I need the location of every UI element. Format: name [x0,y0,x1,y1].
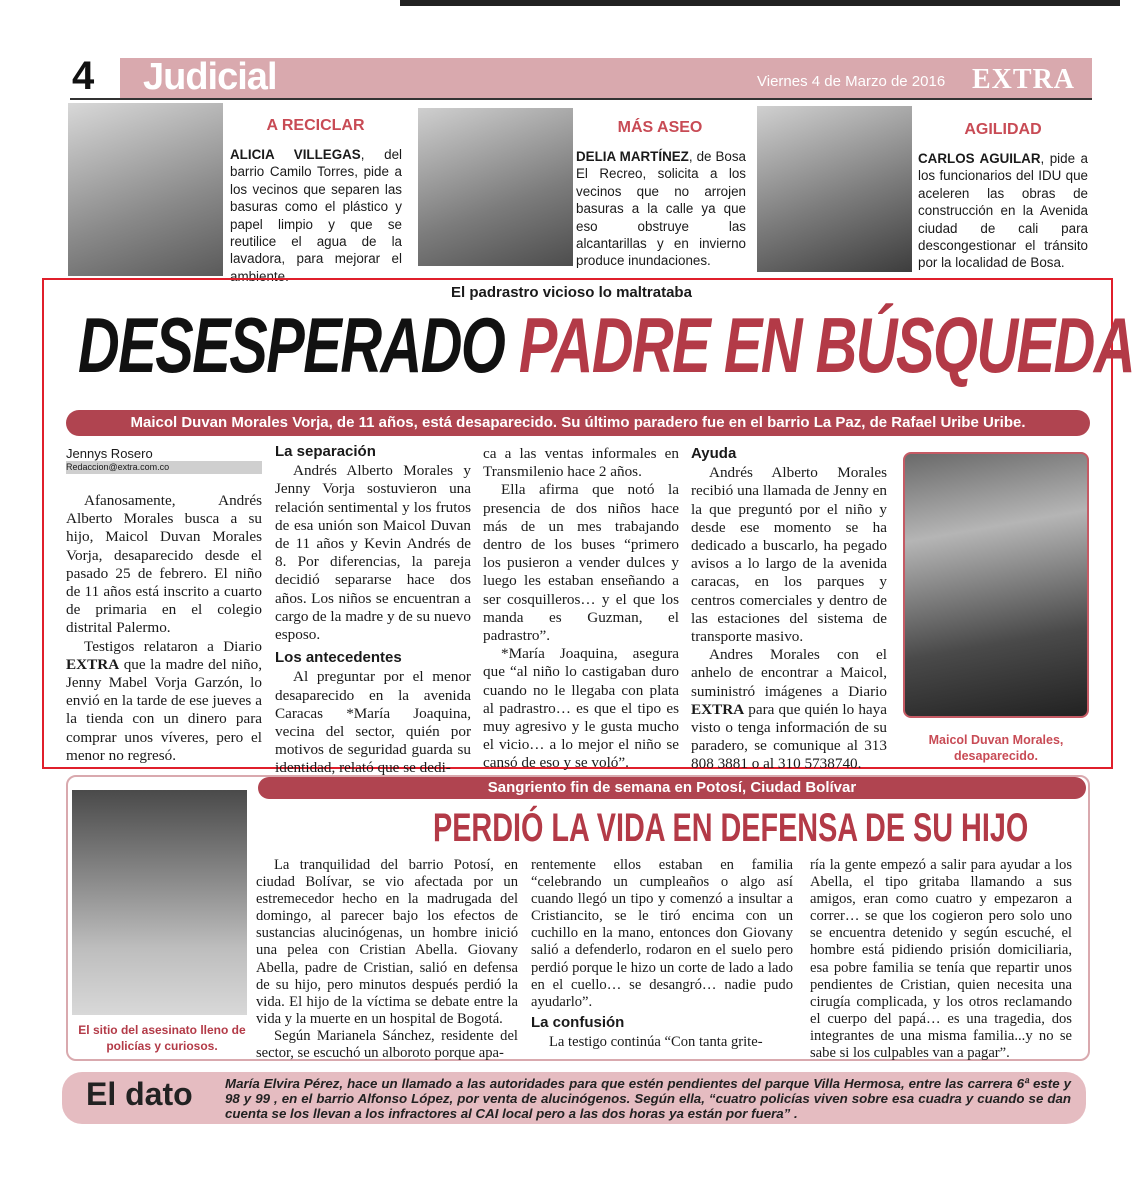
paragraph: rentemente ellos estaban en familia “celebrando un cumpleaños o algo así cuando llegó un tipo y comenzó a insultar a Cristiancito, se le tiró encima con un cuchillo en la mano, entonces don Giovany salió a defenderlo, rodaron en el suelo pero perdió porque le hizo un corte de lado a lado en el cuello… se desangró… nadie pudo ayudarlo”. [531,857,793,1010]
crime-scene-caption: El sitio del asesinato lleno de policías y curiosos. [78,1023,246,1053]
crime-scene-photo [72,790,247,1015]
portrait-carlos-aguilar [757,106,912,272]
paragraph: Andres Morales con el anhelo de encontrar a Maicol, suministró imágenes a Diario EXTRA para que quién lo haya visto o tenga información de su paradero, se comunique al 313 808 3881 o al 310 5738740. [691,646,887,773]
top-trim [400,0,1120,6]
subhead-la-separacion: La separación [275,443,376,460]
second-column-1 [256,857,518,1062]
paragraph: Testigos relataron a Diario EXTRA que la madre del niño, Jenny Mabel Vorja Garzón, lo envió en la tarde de ese jueves a la tienda con un dinero para comprar unos víveres, pero el menor no regresó. [66,637,262,764]
el-dato-label: El dato [86,1076,193,1112]
header-rule [70,98,1092,100]
main-headline [78,300,1134,391]
headline-part-1: DESESPERADO [78,301,505,389]
main-column-3 [483,445,679,773]
page-number: 4 [72,54,95,98]
tip-name: DELIA MARTÍNEZ [576,149,689,164]
paragraph: Al preguntar por el menor desaparecido en la avenida Caracas *María Joaquina, vecina del sector, quién por motivos de seguridad guarda su identidad, relató que se dedi- [275,668,471,777]
newspaper-logo: EXTRA [972,64,1076,95]
headline-part-2: PADRE EN BÚSQUEDA [518,301,1135,389]
missing-boy-photo [903,452,1089,718]
paragraph: ría la gente empezó a salir para ayudar a los Abella, el tipo gritaba llamando a sus amigos, eran como cuatro y empezaron a correr… se que los cogieron pero solo uno se encuentra detenido y según escuché, el hombre está pidiendo prisión domiciliaria, esa pobre familia se tenía que repartir unos pendientes de Cristian, quien necesita una cirugía complicada, y los otros reclamando el cuerpo del papá… es una tragedia, dos integrantes de una misma familia...y no se sabe si los culpables van a pagar”. [810,857,1072,1062]
tip-text [230,146,402,285]
subhead-los-antecedentes: Los antecedentes [275,649,402,667]
paragraph: *María Joaquina, asegura que “al niño lo castigaban duro cuando no le llegaba con plata al padrastro… es que el tipo es muy agresivo y le gusta mucho el vicio… a lo mejor el niño se cansó de eso y se voló”. [483,645,679,772]
tip-heading: MÁS ASEO [617,119,703,136]
byline-author: Jennys Rosero [66,446,153,461]
tip-name: ALICIA VILLEGAS [230,147,361,162]
tip-body: , de Bosa El Recreo, solicita a los vecinos que no arrojen basuras a la calle ya que eso obstruye las alcantarillas y en invierno produce inundaciones. [576,149,746,269]
tip-name: CARLOS AGUILAR [918,151,1041,166]
paragraph: Andrés Alberto Morales y Jenny Vorja sostuvieron una relación sentimental y los frutos de esa unión son Maicol Duvan de 11 años y Kevin Andrés de 8. Por diferencias, la pareja decidió separarse hace dos años. Los niños se encuentran a cargo de la madre y de su nuevo esposo. [275,462,471,644]
tip-text [918,150,1088,272]
tip-text [576,148,746,270]
tip-body: , pide a los funcionarios del IDU que aceleren las obras de construcción en la Avenida ciudad de cali para descongestionar el tránsito por la localidad de Bosa. [918,151,1088,271]
second-headline: PERDIÓ LA VIDA EN DEFENSA DE SU HIJO [433,806,1029,850]
subhead-la-confusion: La confusión [531,1013,625,1031]
section-title: Judicial [143,56,277,98]
portrait-delia-martinez [418,108,573,266]
paragraph: La testigo continúa “Con tanta grite- [549,1033,763,1050]
subheadline: Maicol Duvan Morales Vorja, de 11 años, está desaparecido. Su último paradero fue en el barrio La Paz, de Rafael Uribe Uribe. [130,414,1026,431]
el-dato-text: María Elvira Pérez, hace un llamado a las autoridades para que estén pendientes del parque Villa Hermosa, entre las carrera 6ª este y 98 y 99 , en el barrio Alfonso López, por venta de alucinógenos. Según ella, “cuatro policías viven sobre esa cuadra y cuando se dan cuenta se los llevan a los infractores al CAI local pero a las dos horas ya están por fuera” . [225,1076,1071,1122]
tip-body: , del barrio Camilo Torres, pide a los vecinos que separen las basuras como el plástico y papel limpio y que se reutilice el agua de la lavadora, para mejorar el ambiente. [230,147,402,284]
tip-heading: A RECICLAR [266,117,365,134]
paragraph: Según Marianela Sánchez, residente del sector, se escuchó un alboroto porque apa- [256,1027,518,1062]
second-story-kicker: Sangriento fin de semana en Potosí, Ciudad Bolívar [487,779,857,796]
portrait-alicia-villegas [68,103,223,276]
paragraph: Afanosamente, Andrés Alberto Morales busca a su hijo, Maicol Duvan Morales Vorja, desaparecido desde el pasado 25 de febrero. El niño de 11 años está inscrito a cuarto de primaria en el colegio distrital Palermo. [66,492,262,637]
paragraph: Andrés Alberto Morales recibió una llamada de Jenny en la que preguntó por el niño y desde ese momento se ha dedicado a buscarlo, ha pegado avisos a lo largo de la avenida caracas, en los parques y centros comerciales y dentro de las estaciones del sistema de transporte masivo. [691,464,887,646]
paragraph: Ella afirma que notó la presencia de dos niños hace más de un mes trabajando dentro de los buses “primero los pusieron a vender dulces y luego les estaban enseñando a ser cosquilleros… y el que los manda es Guzman, el padrastro”. [483,481,679,645]
second-column-3 [810,857,1072,1062]
paragraph: ca a las ventas informales en Transmilenio hace 2 años. [483,445,679,481]
paragraph: La tranquilidad del barrio Potosí, en ciudad Bolívar, se vio afectada por un estremecedor hecho en la madrugada del domingo, al parecer bajo los efectos de sustancias alucinógenas, un hombre inició una pelea con Cristian Abella. Giovany Abella, padre de Cristian, salió en defensa de su hijo, pero minutos después perdió la vida. El hijo de la víctima se debate entre la vida y la muerte en un hospital de Bogotá. [256,857,518,1027]
issue-date: Viernes 4 de Marzo de 2016 [757,73,946,90]
main-story-kicker: El padrastro vicioso lo maltrataba [451,284,692,301]
main-column-1 [66,492,262,765]
main-column-4 [691,445,887,774]
byline-email: Redaccion@extra.com.co [66,461,262,474]
subhead-ayuda: Ayuda [691,445,737,462]
main-column-2 [275,443,471,778]
second-column-2 [531,857,793,1051]
tip-heading: AGILIDAD [964,121,1042,138]
missing-boy-caption: Maicol Duvan Morales, desaparecido. [928,733,1064,763]
